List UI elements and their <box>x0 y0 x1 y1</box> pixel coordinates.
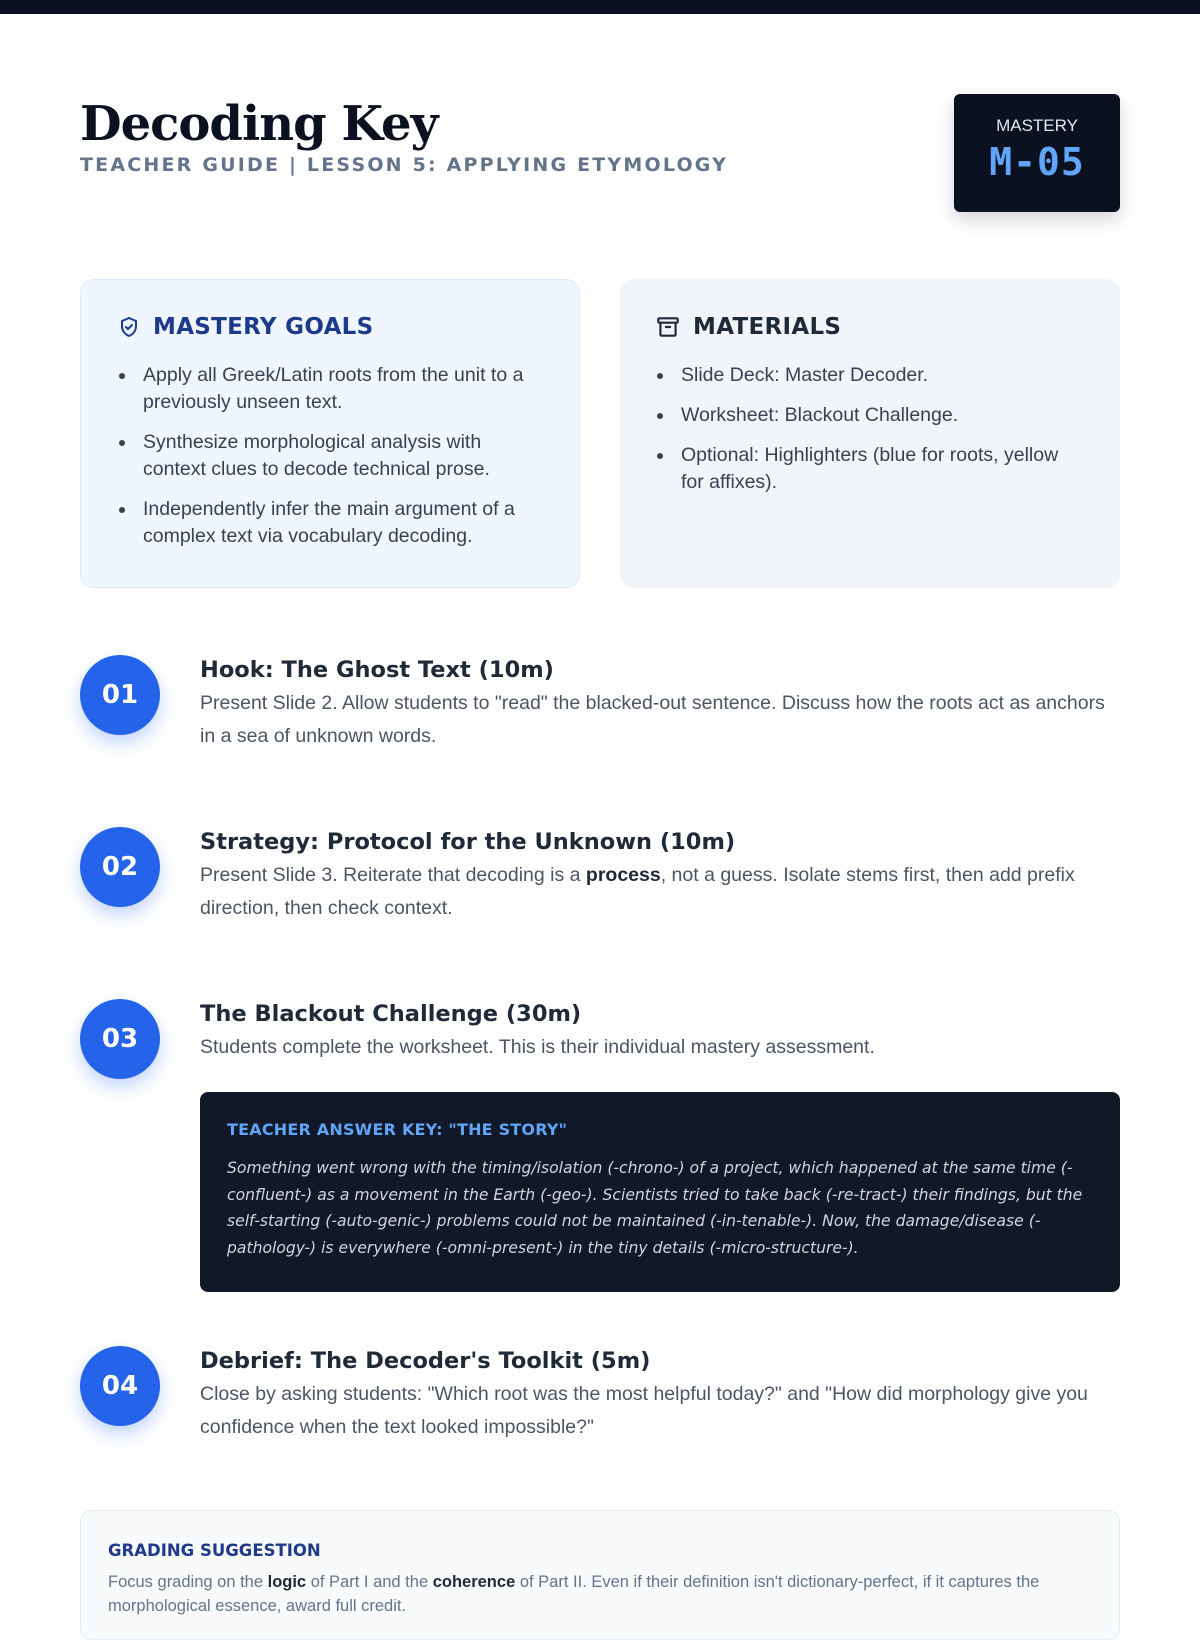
materials-card <box>620 279 1120 588</box>
step-title: The Blackout Challenge (30m) <box>200 1001 582 1027</box>
list-item: Independently infer the main argument of a complex text via vocabulary decoding. <box>117 496 543 550</box>
answer-key-title: TEACHER ANSWER KEY: "THE STORY" <box>227 1120 568 1139</box>
step-title: Debrief: The Decoder's Toolkit (5m) <box>200 1348 651 1374</box>
mastery-badge <box>954 94 1120 212</box>
list-item: Synthesize morphological analysis with context clues to decode technical prose. <box>117 429 543 483</box>
step-number: 01 <box>80 655 160 735</box>
card-title: MASTERY GOALS <box>153 314 374 340</box>
page-header <box>80 96 1120 216</box>
card-title: MATERIALS <box>693 314 842 340</box>
archive-box-icon <box>655 314 681 340</box>
mastery-goals-card <box>80 279 580 588</box>
emphasis-text: process <box>585 864 661 886</box>
grading-title: GRADING SUGGESTION <box>108 1541 321 1560</box>
list-item: Worksheet: Blackout Challenge. <box>655 402 1083 429</box>
teacher-answer-key <box>200 1092 1120 1292</box>
step-text: Present Slide 2. Allow students to "read" the blacked-out sentence. Discuss how the roots act as anchors in a sea of unknown words. <box>200 692 1105 747</box>
top-bar <box>0 0 1200 14</box>
goals-list <box>117 362 543 550</box>
list-item: Slide Deck: Master Decoder. <box>655 362 1083 389</box>
step-number: 04 <box>80 1346 160 1426</box>
step-title: Strategy: Protocol for the Unknown (10m) <box>200 829 736 855</box>
step-text: Close by asking students: "Which root was the most helpful today?" and "How did morphology give you confidence when the text looked impossible?" <box>200 1383 1088 1438</box>
step-title: Hook: The Ghost Text (10m) <box>200 657 554 683</box>
page-subtitle: TEACHER GUIDE | LESSON 5: APPLYING ETYMOLOGY <box>80 154 729 176</box>
step-text: Present Slide 3. Reiterate that decoding is a process, not a guess. Isolate stems first, then add prefix direction, then check context. <box>200 864 1075 919</box>
materials-list <box>655 362 1083 496</box>
list-item: Apply all Greek/Latin roots from the unit to a previously unseen text. <box>117 362 543 416</box>
badge-code: M-05 <box>989 140 1085 184</box>
step-number: 03 <box>80 999 160 1079</box>
answer-key-text: Something went wrong with the timing/isolation (-chrono-) of a project, which happened at the same time (-confluent-) as a movement in the Earth (-geo-). Scientists tried to take back (-re-tract-) their findings, but the self-starting (-auto-genic-) problems could not be maintained (-in-tenable-). Now, the damage/disease (-pathology-) is everywhere (-omni-present-) in the tiny details (-micro-structure-). <box>227 1159 1083 1257</box>
page-title: Decoding Key <box>80 96 438 152</box>
badge-label: MASTERY <box>996 116 1078 135</box>
step-text: Students complete the worksheet. This is their individual mastery assessment. <box>200 1036 875 1058</box>
grading-suggestion <box>80 1510 1120 1640</box>
shield-check-icon <box>117 315 141 339</box>
step-number: 02 <box>80 827 160 907</box>
grading-text: Focus grading on the logic of Part I and the coherence of Part II. Even if their definition isn't dictionary-perfect, if it captures the morphological essence, award full credit. <box>108 1573 1040 1615</box>
list-item: Optional: Highlighters (blue for roots, yellow for affixes). <box>655 442 1083 496</box>
